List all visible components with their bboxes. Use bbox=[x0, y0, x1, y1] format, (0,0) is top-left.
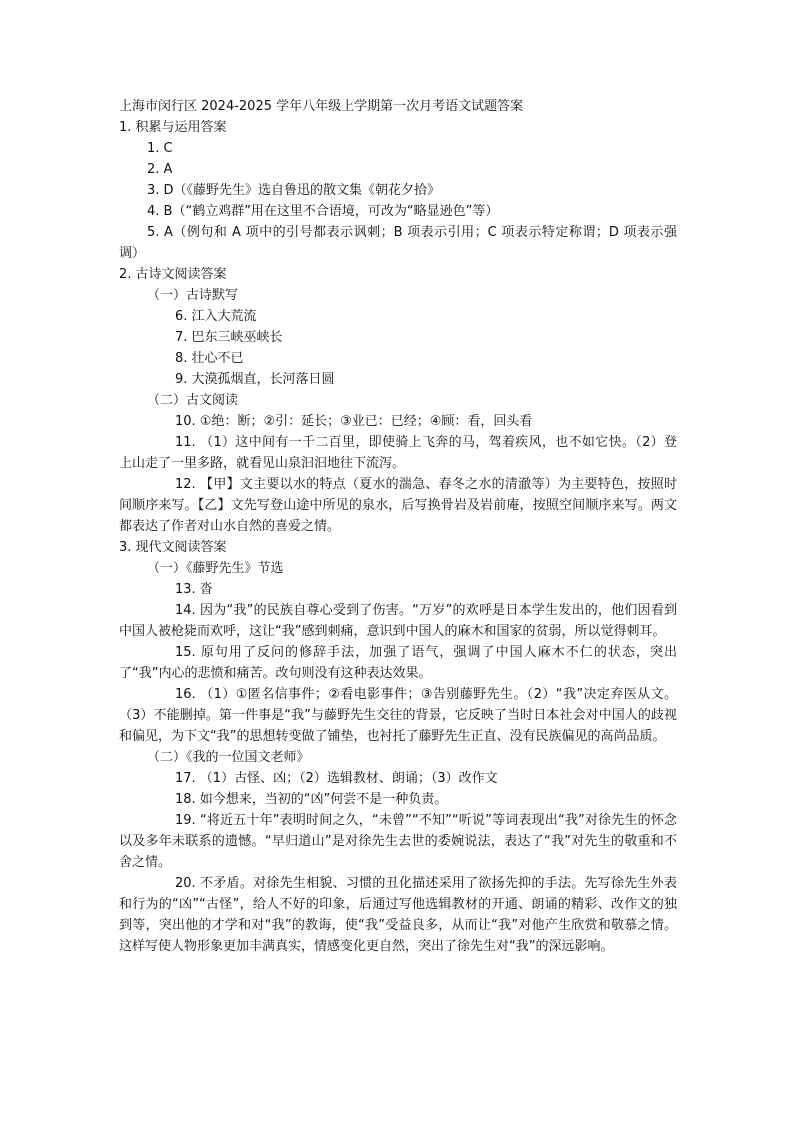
answer-item: 11. （1）这中间有一千二百里，即使骑上飞奔的马，驾着疾风，也不如它快。（2）登上山走了一里多路，就看见山泉汩汩地往下流泻。 bbox=[119, 435, 677, 471]
answer-item: 17. （1）古怪、凶；（2）选辑教材、朗诵；（3）改作文 bbox=[175, 771, 498, 786]
answer-item: 19. “将近五十年”表明时间之久，“未曾”“不知”“听说”等词表现出“我”对徐先生的怀念以及多年未联系的遗憾。“早归道山”是对徐先生去世的委婉说法，表达了“我”对先生的敬重和不舍之情。 bbox=[119, 813, 677, 870]
answer-item: 16. （1）①匿名信事件；②看电影事件；③告别藤野先生。（2）“我”决定弃医从文。（3）不能删掉。第一件事是“我”与藤野先生交往的背景，它反映了当时日本社会对中国人的歧视和偏见，为下文“我”的思想转变做了铺垫，也衬托了藤野先生正直、没有民族偏见的高尚品质。 bbox=[119, 687, 677, 744]
answer-item: 13. 沓 bbox=[175, 582, 213, 597]
answer-item: 15. 原句用了反问的修辞手法，加强了语气，强调了中国人麻木不仁的状态，突出了“我”内心的悲愤和痛苦。改句则没有这种表达效果。 bbox=[119, 645, 677, 681]
answer-item: 1. C bbox=[147, 141, 173, 156]
answer-item: 20. 不矛盾。对徐先生相貌、习惯的丑化描述采用了欲扬先抑的手法。先写徐先生外表和行为的“凶”“古怪”，给人不好的印象，后通过写他选辑教材的开通、朗诵的精彩、改作文的独到等，突出他的才学和对“我”的教诲，使“我”受益良多，从而让“我”对他产生欣赏和敬慕之情。这样写使人物形象更加丰满真实，情感变化更自然，突出了徐先生对“我”的深远影响。 bbox=[119, 876, 677, 954]
answer-item: 12. 【甲】文主要以水的特点（夏水的湍急、春冬之水的清澈等）为主要特色，按照时间顺序来写。【乙】文先写登山途中所见的泉水，后写换骨岩及岩前庵，按照空间顺序来写。两文都表达了作者对山水自然的喜爱之情。 bbox=[119, 477, 677, 534]
answer-item: 4. B（“鹤立鸡群”用在这里不合语境，可改为“略显逊色”等） bbox=[147, 204, 499, 219]
answer-item: 8. 壮心不已 bbox=[175, 351, 244, 366]
section-1-heading: 1. 积累与运用答案 bbox=[119, 120, 227, 135]
answer-item: 14. 因为“我”的民族自尊心受到了伤害。“万岁”的欢呼是日本学生发出的，他们因看到中国人被枪毙而欢呼，这让“我”感到刺痛，意识到中国人的麻木和国家的贫弱，所以觉得刺耳。 bbox=[119, 603, 677, 639]
document-title: 上海市闵行区 2024-2025 学年八年级上学期第一次月考语文试题答案 bbox=[119, 99, 524, 114]
answer-item: 6. 江入大荒流 bbox=[175, 309, 257, 324]
answer-item: 10. ①绝：断；②引：延长；③业已：已经；④顾：看，回头看 bbox=[175, 414, 533, 429]
answer-item: 3. D（《藤野先生》选自鲁迅的散文集《朝花夕拾》 bbox=[147, 183, 441, 198]
answer-item: 2. A bbox=[147, 162, 173, 177]
subsection-heading: （二）古文阅读 bbox=[147, 393, 239, 408]
answer-item: 18. 如今想来，当初的“凶”何尝不是一种负责。 bbox=[175, 792, 448, 807]
subsection-heading: （一）《藤野先生》节选 bbox=[147, 561, 284, 576]
answer-document bbox=[119, 96, 677, 957]
answer-item: 9. 大漠孤烟直，长河落日圆 bbox=[175, 372, 335, 387]
answer-item: 5. A（例句和 A 项中的引号都表示讽刺；B 项表示引用；C 项表示特定称谓；D 项表示强调） bbox=[119, 225, 677, 261]
subsection-heading: （二）《我的一位国文老师》 bbox=[147, 750, 310, 765]
section-3-heading: 3. 现代文阅读答案 bbox=[119, 540, 227, 555]
subsection-heading: （一）古诗默写 bbox=[147, 288, 239, 303]
section-2-heading: 2. 古诗文阅读答案 bbox=[119, 267, 227, 282]
answer-item: 7. 巴东三峡巫峡长 bbox=[175, 330, 283, 345]
